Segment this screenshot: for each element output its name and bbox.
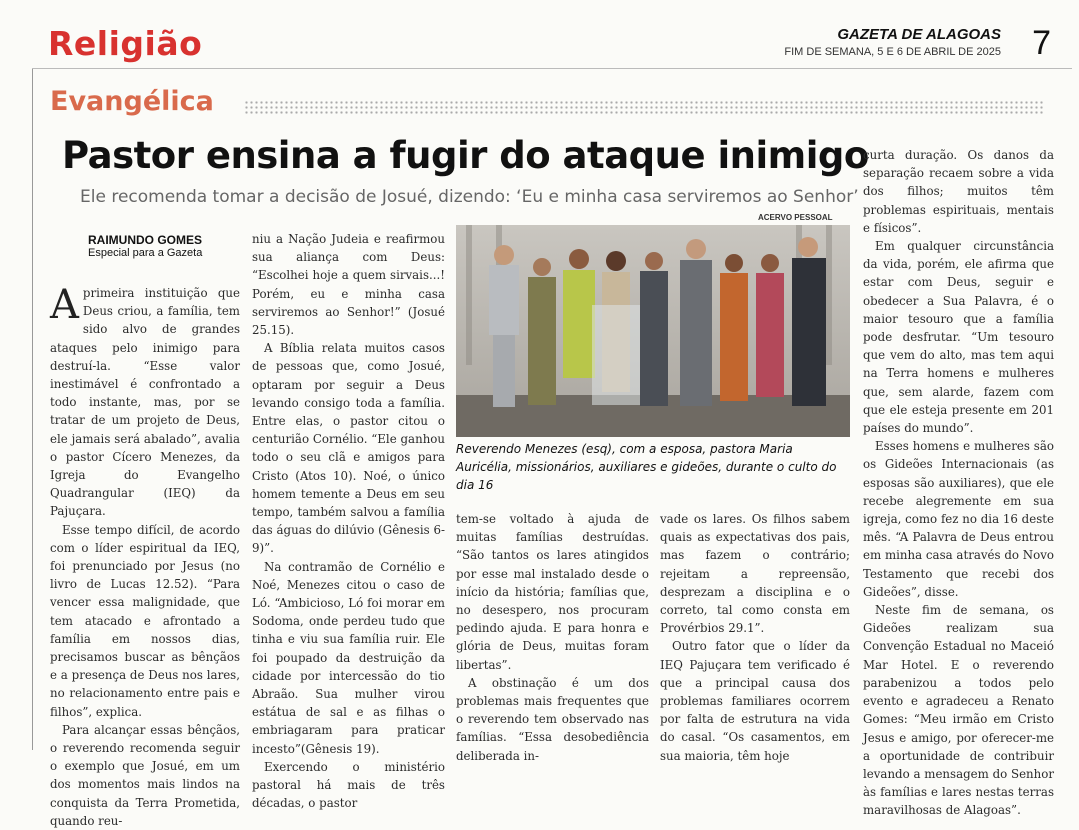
- paragraph: A obstinação é um dos problemas mais frequentes que o reverendo tem observado nas famílias. “Essa desobediência deliberada in-: [456, 675, 649, 763]
- paragraph: Outro fator que o líder da IEQ Pajuçara tem verificado é que a principal causa dos problemas familiares ocorrem por falta de estrutura na vida do casal. “Os casamentos, em sua maioria, têm hoje: [660, 639, 850, 763]
- headline: Pastor ensina a fugir do ataque inimigo: [62, 134, 869, 177]
- text-column-1: [50, 284, 240, 830]
- text-column-3a: [456, 510, 649, 765]
- paragraph: A Bíblia relata muitos casos de pessoas que, como Josué, optaram por seguir a Deus levando consigo toda a família. Entre elas, o pastor citou o centurião Cornélio. “Ele ganhou todo o seu clã e amigos para Cristo (Atos 10). Noé, o único homem temente a Deus em seu tempo, também salvou a família das águas do dilúvio (Gênesis 6-9)”.: [252, 341, 445, 556]
- page-frame-left: [32, 68, 33, 750]
- paragraph: Para alcançar essas bênçãos, o reverendo recomenda seguir o exemplo que Josué, em um dos momentos mais lindos na conquista da Terra Prometida, quando reu-: [50, 722, 240, 828]
- paragraph: vade os lares. Os filhos sabem quais as expectativas dos pais, mas fazem o contrário; rejeitam a repreensão, desprezam a disciplina e o correto, tal como consta em Provérbios 29.1”.: [660, 512, 850, 636]
- kicker-dotted-rule: [244, 100, 1044, 116]
- paragraph: curta duração. Os danos da separação recaem sobre a vida dos filhos; muitos têm problemas espirituais, mentais e físicos”.: [863, 148, 1054, 235]
- newspaper-name: GAZETA DE ALAGOAS: [837, 26, 1001, 43]
- page-frame-top: [32, 68, 1072, 69]
- article-kicker: Evangélica: [50, 86, 214, 117]
- drop-cap: A: [50, 282, 79, 328]
- section-title: Religião: [48, 24, 203, 63]
- photo-caption: Reverendo Menezes (esq), com a esposa, pastora Maria Auricélia, missionários, auxiliares e gideões, durante o culto do dia 16: [456, 442, 837, 492]
- paragraph: primeira instituição que Deus criou, a família, tem sido alvo de grandes ataques pelo inimigo para destruí-la. “Esse valor inestimável é confrontado a todo instante, mas, por se tratar de um projeto de Deus, ele jamais será abalado”, avalia o pastor Cícero Menezes, da Igreja do Evangelho Quadrangular (IEQ) da Pajuçara.: [50, 286, 240, 519]
- article-photo: [456, 225, 850, 437]
- author-name: RAIMUNDO GOMES: [88, 233, 202, 247]
- paragraph: tem-se voltado à ajuda de muitas famílias destruídas. “São tantos os lares atingidos por esse mal instalado desde o início da história; famílias que, no desespero, nos procuram pedindo ajuda. E para honra e glória de Deus, muitas foram libertas”.: [456, 512, 649, 672]
- photo-credit: ACERVO PESSOAL: [758, 213, 833, 222]
- page-number: 7: [1032, 24, 1051, 62]
- paragraph: Neste fim de semana, os Gideões realizam sua Convenção Estadual no Maceió Mar Hotel. E o reverendo parabenizou a todos pelo evento e agradeceu a Renato Gomes: “Meu irmão em Cristo Jesus e amigo, por oferecer-me a oportunidade de contribuir levando a mensagem do Senhor às famílias e lares nestas terras maravilhosas de Alagoas”.: [863, 603, 1054, 818]
- paragraph: Na contramão de Cornélio e Noé, Menezes citou o caso de Ló. “Ambicioso, Ló foi morar em Sodoma, onde perdeu tudo que tinha e viu sua família ruir. Ele foi poupado da destruição da cidade por intercessão do tio Abraão. Sua mulher virou estátua de sal e as filhas o embriagaram para praticar incesto”(Gênesis 19).: [252, 559, 445, 756]
- text-column-2: [252, 230, 445, 813]
- paragraph: Esse tempo difícil, de acordo com o líder espiritual da IEQ, foi prenunciado por Jesus (no livro de Lucas 12.52). “Para vencer essa malignidade, que tem atacado e afrontado a família em nossos dias, precisamos buscar as bênçãos e a presença de Deus nos lares, no relacionamento entre pais e filhos”, explica.: [50, 522, 240, 719]
- group-photo-illustration: [456, 225, 850, 437]
- paragraph: Esses homens e mulheres são os Gideões Internacionais (as esposas são auxiliares), que ele recebe alegremente em sua igreja, como fez no dia 16 deste mês. “A Palavra de Deus entrou em minha casa através do Novo Testamento que recebi dos Gideões”, disse.: [863, 439, 1054, 599]
- text-column-3b: [660, 510, 850, 765]
- subheadline: Ele recomenda tomar a decisão de Josué, dizendo: ‘Eu e minha casa serviremos ao Senhor’: [80, 187, 859, 207]
- author-role: Especial para a Gazeta: [88, 247, 203, 259]
- paragraph: Em qualquer circunstância da vida, porém, ele afirma que estar com Deus, seguir e obedecer a Sua Palavra, é o maior tesouro que a família pode desfrutar. “Um tesouro que vem do alto, mas tem aqui na Terra homens e mulheres que, sem alarde, fazem com que ele esteja presente em 201 países do mundo”.: [863, 239, 1054, 436]
- paragraph: Exercendo o ministério pastoral há mais de três décadas, o pastor: [252, 759, 445, 811]
- edition-date: FIM DE SEMANA, 5 E 6 DE ABRIL DE 2025: [784, 46, 1001, 58]
- text-column-4: [863, 146, 1054, 820]
- paragraph: niu a Nação Judeia e reafirmou sua aliança com Deus: “Escolhei hoje a quem sirvais...! Porém, eu e minha casa serviremos ao Senhor!” (Josué 25.15).: [252, 232, 445, 338]
